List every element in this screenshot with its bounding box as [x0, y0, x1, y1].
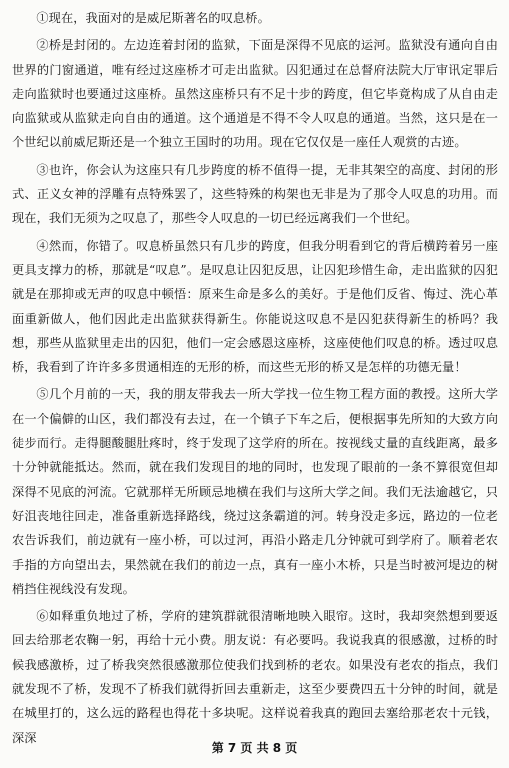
- paragraph-1: ①现在，我面对的是威尼斯著名的叹息桥。: [36, 11, 270, 25]
- paragraph-5: ⑤几个月前的一天，我的朋友带我去一所大学找一位生物工程方面的教授。这所大学在一个偏僻的山区，我们都没有去过，在一个镇子下车之后，便根据事先所知的大致方向徒步而行。走得腿酸腿肚疼时，终于发现了这学府的所在。按视线丈量的直线距离，最多十分钟就能抵达。然而，就在我们发现目的地的同时，也发现了眼前的一条不算很宽但却深得不见底的河流。它就那样无所顾忌地横在我们与这所大学之间。我们无法逾越它，只好沮丧地往回走，准备重新选择路线，绕过这条霸道的河。转身没走多远，路边的一位老农告诉我们，前边就有一座小桥，可以过河，再沿小路走几分钟就可到学府了。顺着老农手指的方向望出去，果然就在我们的前边一点，真有一座小木桥，只是当时被河堤边的树梢挡住视线没有发现。: [12, 387, 498, 596]
- article-body: [12, 6, 498, 753]
- paragraph-2: ②桥是封闭的。左边连着封闭的监狱，下面是深得不见底的运河。监狱没有通向自由世界的门窗通道，唯有经过这座桥才可走出监狱。囚犯通过在总督府法院大厅审讯定罪后走向监狱时也要通过这座桥。虽然这座桥只有不足十步的跨度，但它毕竟构成了从自由走向监狱或从监狱走向自由的通道。这个通道是不得不令人叹息的通道。当然，这只是在一个世纪以前威尼斯还是一个独立王国时的功用。现在它仅仅是一座任人观赏的古迹。: [12, 38, 498, 150]
- paragraph-3: ③也许，你会认为这座只有几步跨度的桥不值得一提，无非其架空的高度、封闭的形式、正义女神的浮雕有点特殊罢了，这些特殊的构架也无非是为了那令人叹息的功用。而现在，我们无须为之叹息了，那些令人叹息的一切已经远离我们一个世纪。: [12, 162, 498, 226]
- paragraph-4: ④然而，你错了。叹息桥虽然只有几步的跨度，但我分明看到它的背后横跨着另一座更具支撑力的桥，那就是“叹息”。是叹息让囚犯反思，让囚犯珍惜生命，走出监狱的囚犯就是在那抑或无声的叹息中顿悟：原来生命是多么的美好。于是他们反省、悔过、洗心革面重新做人，他们因此走出监狱获得新生。你能说这叹息不是囚犯获得新生的桥吗？我想，那些从监狱里走出的囚犯，他们一定会感恩这座桥，这座使他们叹息的桥。透过叹息桥，我看到了许许多多贯通相连的无形的桥，而这些无形的桥又是怎样的功德无量！: [12, 238, 498, 375]
- page-number: 第 7 页 共 8 页: [211, 741, 298, 755]
- paragraph-6: ⑥如释重负地过了桥，学府的建筑群就很清晰地映入眼帘。这时，我却突然想到要返回去给那老农鞠一躬，再给十元小费。朋友说：有必要吗。我说我真的很感激，过桥的时候我感激桥，过了桥我突然很感激那位使我们找到桥的老农。如果没有老农的指点，我们就发现不了桥，发现不了桥我们就得折回去重新走，这至少要费四五十分钟的时间，就是在城里打的，这么远的路程也得花十多块呢。这样说着我真的跑回去塞给那老农十元钱，深深: [12, 609, 498, 745]
